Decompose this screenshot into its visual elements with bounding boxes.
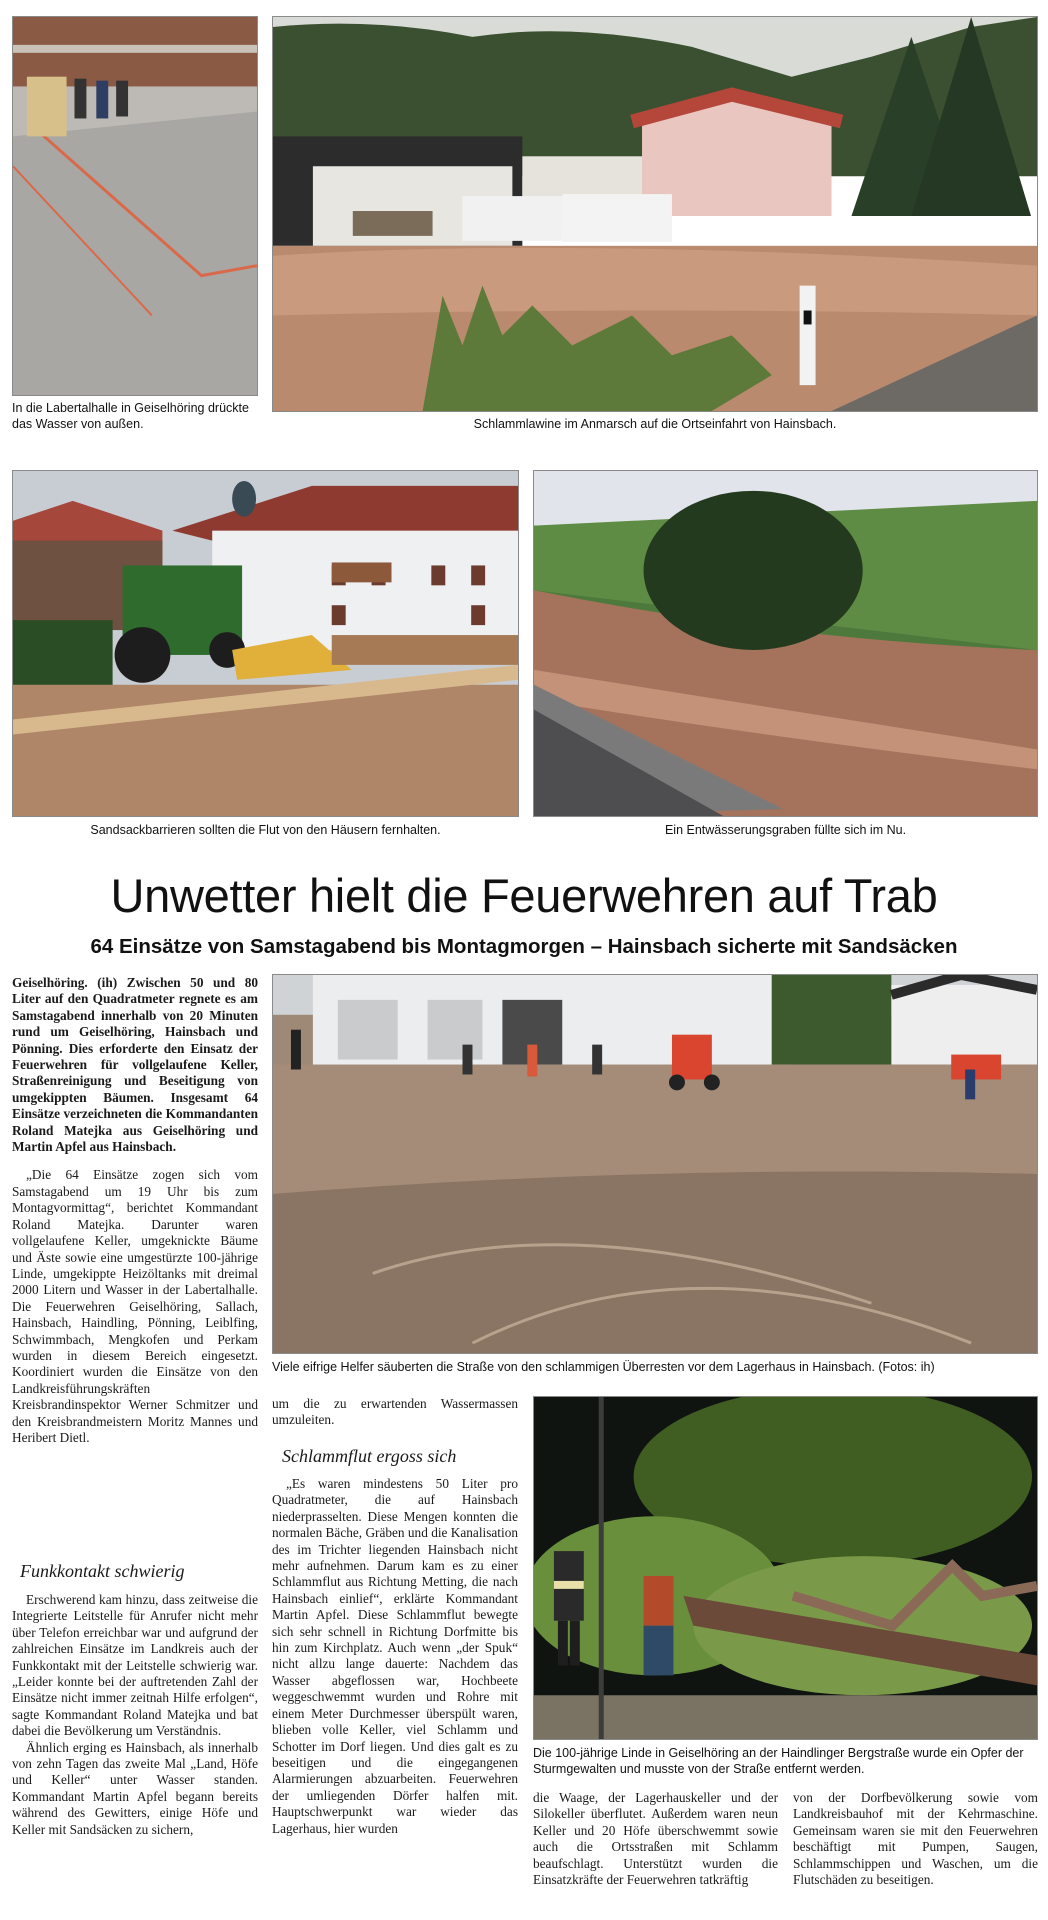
linde-photo <box>533 1396 1038 1740</box>
helpers-caption: Viele eifrige Helfer säuberten die Straße von den schlammigen Überresten vor dem Lagerhaus in Hainsbach. (Fotos: ih) <box>272 1360 935 1374</box>
subheading-mudflow: Schlammflut ergoss sich <box>282 1446 457 1466</box>
column-2-lower <box>272 1476 518 1837</box>
mudslide-caption: Schlammlawine im Anmarsch auf die Ortseinfahrt von Hainsbach. <box>473 417 837 431</box>
hall-caption: In die Labertalhalle in Geiselhöring drückte das Wasser von außen. <box>12 401 249 431</box>
ditch-caption: Ein Entwässerungsgraben füllte sich im Nu. <box>664 823 907 837</box>
column-1 <box>12 975 258 1446</box>
sandbags-photo <box>12 470 519 817</box>
column-3 <box>533 1790 778 1888</box>
subheading-radio: Funkkontakt schwierig <box>20 1561 185 1581</box>
column-2 <box>272 1396 518 1429</box>
ditch-photo <box>533 470 1038 817</box>
paragraph-6: die Waage, der Lagerhauskeller und der Silokeller überflutet. Außerdem waren neun Keller und 20 Höfe überschwemmt sowie auch die Ortsstraßen mit Schlamm beaufschlagt. Unterstützt wurden die Einsatzkräfte der Feuerwehren tatkräftig <box>533 1790 778 1888</box>
hall-photo <box>12 16 258 396</box>
paragraph-3: Ähnlich erging es Hainsbach, als innerhalb von zehn Tagen das zweite Mal „Land, Höfe und Keller“ unter Wasser standen. Kommandant Martin Apfel begann bereits während des Gewitters, einige Höfe und Keller mit Sandsäcken zu sichern, <box>12 1739 258 1837</box>
lead-paragraph <box>12 975 258 1155</box>
column-4 <box>793 1790 1038 1888</box>
article-subheadline: 64 Einsätze von Samstagabend bis Montagmorgen – Hainsbach sicherte mit Sandsäcken <box>90 935 958 958</box>
sandbags-caption: Sandsackbarrieren sollten die Flut von den Häusern fernhalten. <box>90 823 441 837</box>
helpers-photo <box>272 974 1038 1354</box>
paragraph-4: um die zu erwartenden Wassermassen umzuleiten. <box>272 1396 518 1428</box>
lead-text: (ih) Zwischen 50 und 80 Liter auf den Quadratmeter regnete es am Samstagabend innerhalb von 20 Minuten rund um Geiselhöring, Hainsbach und Pönning. Dies erforderte den Einsatz der Feuerwehren für vollgelaufene Keller, Straßenreinigung und Beseitigung von umgekippten Bäumen. Insgesamt 64 Einsätze verzeichneten die Kommandanten Roland Matejka aus Geiselhöring und Martin Apfel aus Hainsbach. <box>12 975 258 1155</box>
mudslide-photo <box>272 16 1038 412</box>
paragraph-5: „Es waren mindestens 50 Liter pro Quadratmeter, die auf Hainsbach niederprasselten. Diese Mengen konnten die normalen Bäche, Gräben und die Kanalisation des im Trichter liegenden Hainsbach nicht mehr aufnehmen. Darum kam es zu einer Schlammflut aus Richtung Metting, die nach Hainsbach einlief“, erklärte Kommandant Martin Apfel. Diese Schlammflut bewegte sich sehr schnell in Richtung Dorfmitte bis hin zum Kirchplatz. Auch wenn „der Spuk“ nicht allzu lange dauerte: Nachdem das Wasser abgeflossen war, Hochbeete weggeschwemmt wurden und Rohre mit einem Meter Durchmesser überspült waren, blieben volle Keller, viel Schlamm und Schotter im Dorf liegen. Und dies galt es zu beseitigen und die eingegangenen Alarmierungen abzuarbeiten. Feuerwehren der umliegenden Dörfer halfen mit. Hauptschwerpunkt war wieder das Lagerhaus, hier wurden <box>272 1476 518 1836</box>
paragraph-2: Erschwerend kam hinzu, dass zeitweise die Integrierte Leitstelle für Anrufer nicht mehr über Telefon erreichbar war und aufgrund der zahlreichen Einsätze im Landkreis auch der Funkkontakt mit der Leitstelle schwierig war. „Leider konnte bei der auftretenden Zahl der Einsätze nicht immer zeitnah Hilfe erfolgen“, sagte Kommandant Roland Matejka und bat dabei die Bevölkerung um Verständnis. <box>12 1592 258 1739</box>
dateline: Geiselhöring. <box>12 975 88 990</box>
article-headline: Unwetter hielt die Feuerwehren auf Trab <box>110 869 938 922</box>
paragraph-1: „Die 64 Einsätze zogen sich vom Samstagabend um 19 Uhr bis zum Montagvormittag“, berichtet Kommandant Roland Matejka. Darunter waren vollgelaufene Keller, umgeknickte Bäume und Äste sowie eine umgestürzte 100-jährige Linde, umgekippte Heizöltanks mit dreimal 2000 Litern und Wasser in der Labertalhalle. Die Feuerwehren Geiselhöring, Sallach, Hainsbach, Haindling, Pönning, Leiblfing, Schwimmbach, Mengkofen und Perkam wurden in diesem Bereich eingesetzt. Koordiniert wurden die Einsätze von den Landkreisführungskräften Kreisbrandinspektor Werner Schmitzer und den Kreisbrandmeistern Moritz Mannes und Heribert Dietl. <box>12 1167 258 1445</box>
linde-caption: Die 100-jährige Linde in Geiselhöring an der Haindlinger Bergstraße wurde ein Opfer der Sturmgewalten und musste von der Straße entfernt werden. <box>533 1746 1024 1776</box>
column-1-lower <box>12 1592 258 1838</box>
paragraph-7: von der Dorfbevölkerung sowie vom Landkreisbauhof mit der Kehrmaschine. Gemeinsam waren sie mit den Feuerwehren beschäftigt mit Pumpen, Saugen, Schlammschippen und Waschen, um die Flutschäden zu beseitigen. <box>793 1790 1038 1888</box>
